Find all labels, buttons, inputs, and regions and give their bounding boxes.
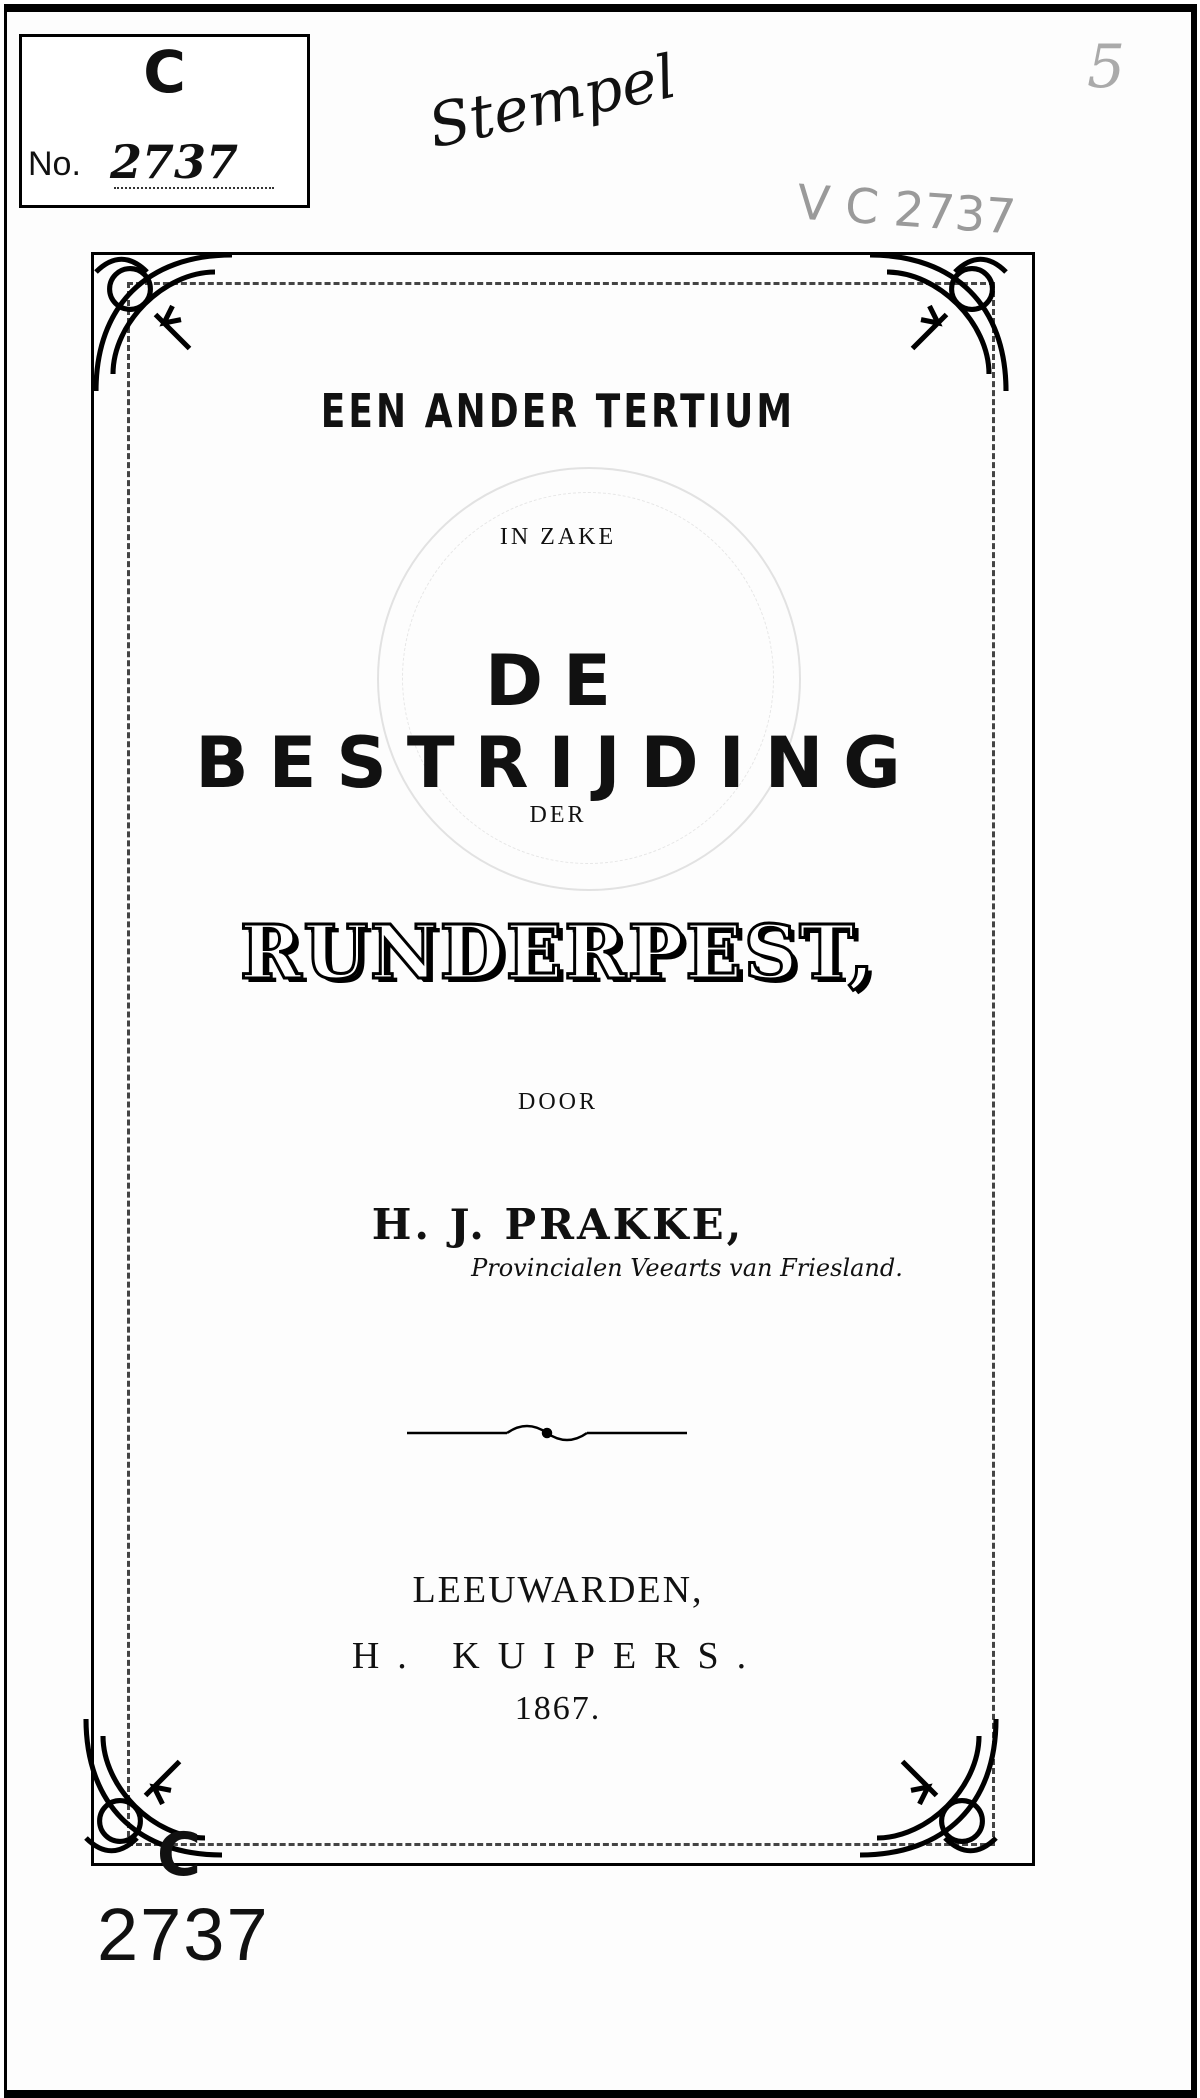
imprint-place: LEEUWARDEN, — [412, 1569, 704, 1611]
title-line-2: IN ZAKE — [499, 524, 617, 550]
author-title: Provincialen Veearts van Friesland. — [471, 1254, 903, 1282]
handwritten-signature: Stempel — [422, 41, 683, 163]
imprint-year: 1867. — [514, 1690, 602, 1727]
corner-ornament-top-right — [853, 238, 1023, 408]
author-name: H. J. PRAKKE, — [371, 1200, 745, 1249]
stamp-dotted-line — [114, 187, 274, 189]
stamp-letter: C — [143, 38, 186, 106]
imprint-publisher: H. KUIPERS. — [351, 1635, 765, 1677]
corner-pencil-mark: 5 — [1087, 32, 1126, 102]
title-line-5: RUNDERPEST, — [240, 910, 876, 996]
stamp-number: 2737 — [110, 135, 239, 189]
shelf-mark-number: 2737 — [97, 1893, 270, 1976]
title-line-1: EEN ANDER TERTIUM — [320, 384, 796, 438]
title-line-3: DE BESTRIJDING — [195, 640, 921, 804]
shelf-mark-letter: C — [157, 1820, 202, 1890]
scanned-page — [4, 4, 1197, 2098]
corner-ornament-top-left — [79, 238, 249, 408]
title-line-4: DER — [529, 802, 587, 828]
divider-ornament — [407, 1416, 687, 1450]
title-line-6: DOOR — [517, 1089, 598, 1115]
library-stamp — [19, 34, 310, 208]
stamp-no-label: No. — [28, 145, 81, 183]
pencil-annotation: V C 2737 — [795, 174, 1018, 246]
